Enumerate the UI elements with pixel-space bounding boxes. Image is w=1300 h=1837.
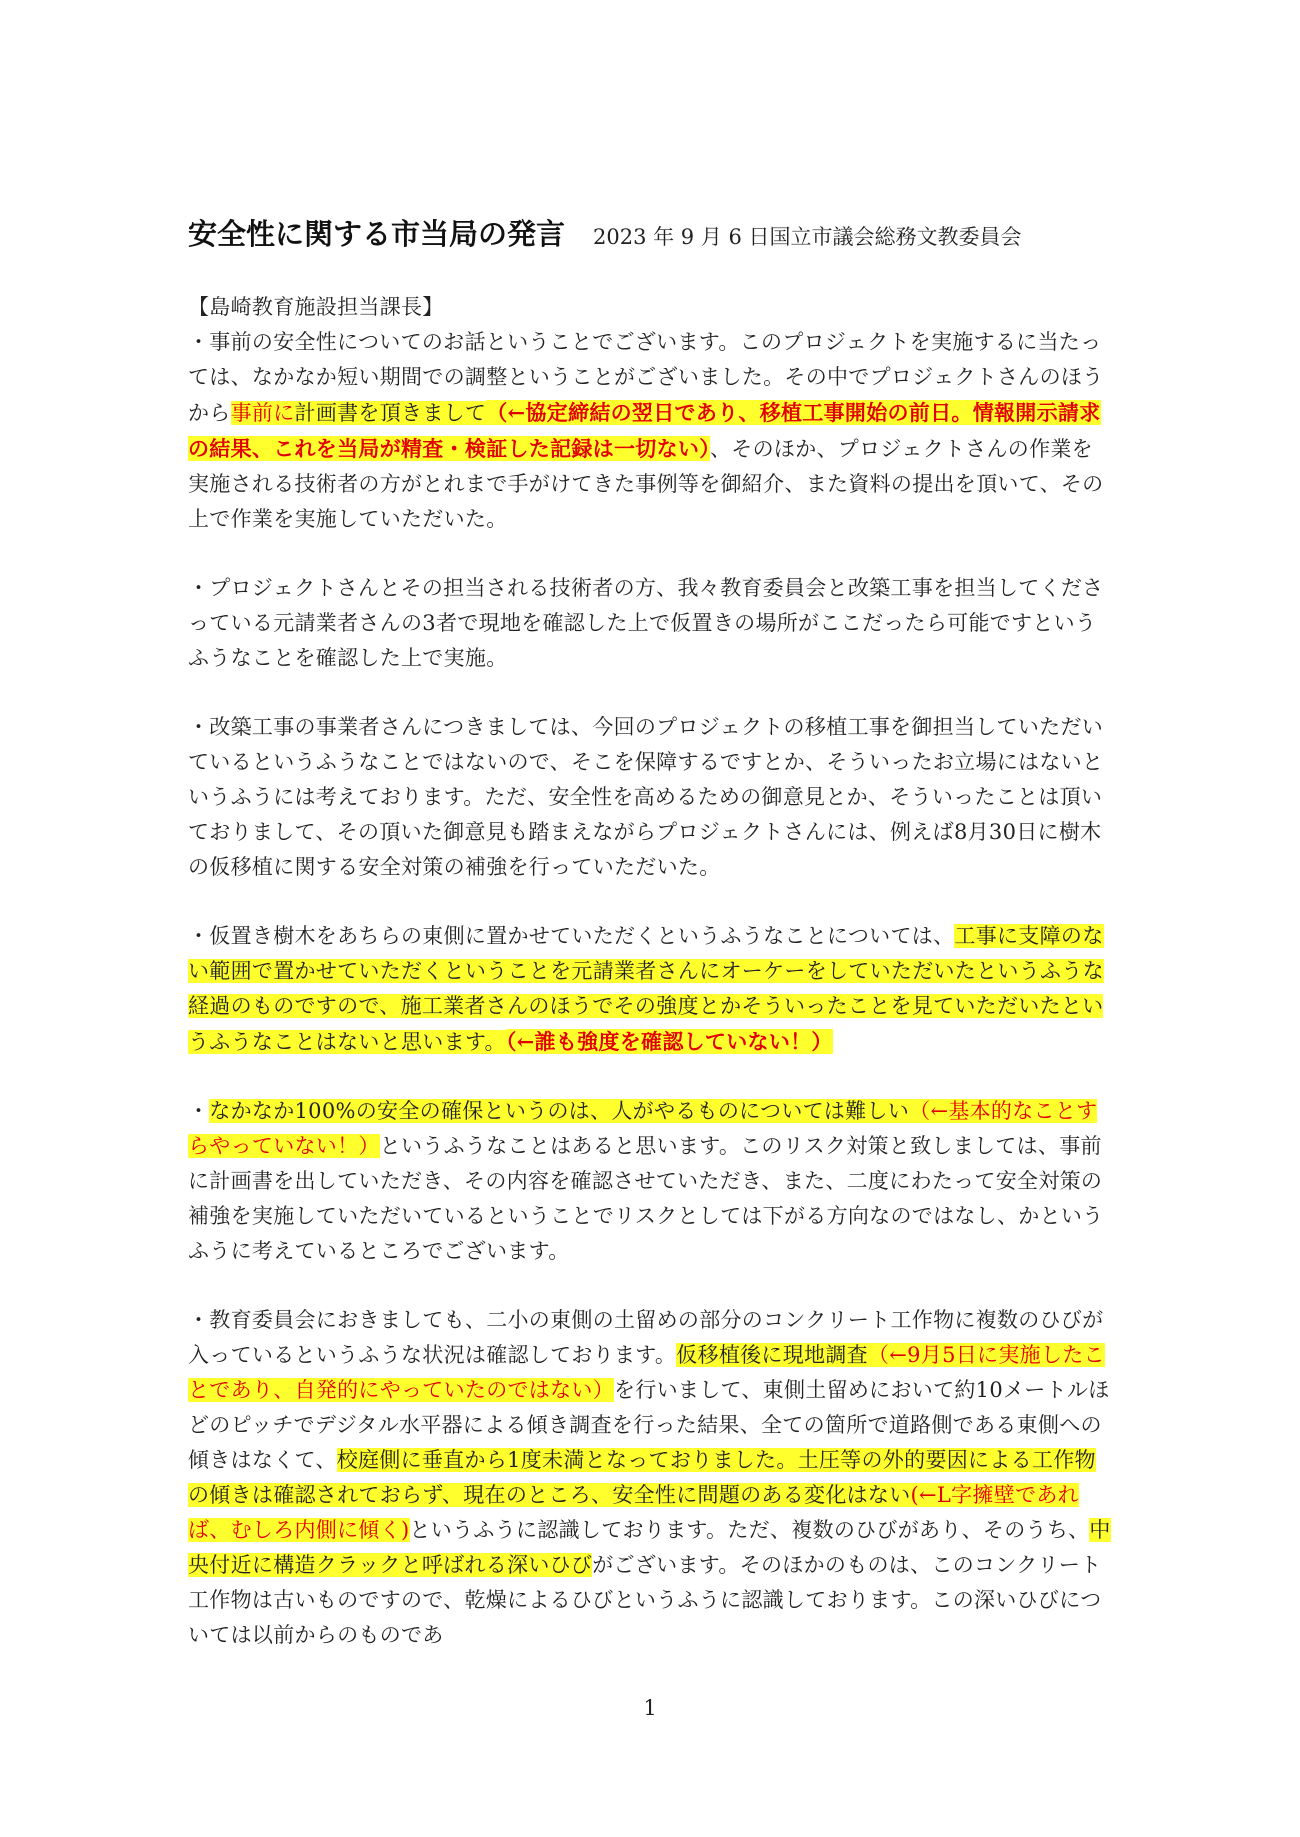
- paragraph-1: [188, 325, 1113, 537]
- highlighted-text: なかなか100%の安全の確保というのは、人がやるものについては難しい: [209, 1099, 910, 1123]
- highlighted-text: 工事に支障のない範囲で置かせていただくということを元請業者さんにオーケーをしていただいたというふうな経過のものですので、施工業者さんのほうでその強度とかそういったことを見ていただいたというふうなことはないと思います。: [188, 924, 1104, 1054]
- text-span: 、そのほか、プロジェクトさんの作業を実施される技術者の方がとれまで手がけてきた事例等を御紹介、また資料の提出を頂いて、その上で作業を実施していただいた。: [188, 437, 1104, 531]
- meeting-subtitle: 2023 年 9 月 6 日国立市議会総務文教委員会: [593, 225, 1022, 249]
- document-header: [188, 212, 1148, 253]
- highlighted-text: 校庭側に垂直から1度未満となっておりました。土圧等の外的要因による工作物の傾きは確認されておらず、現在のところ、安全性に問題のある変化はない: [188, 1448, 1096, 1507]
- text-span: ・仮置き樹木をあちらの東側に置かせていただくというふうなことについては、: [188, 924, 955, 948]
- highlighted-text: 仮移植後に現地調査: [676, 1343, 868, 1367]
- text-span: ・教育委員会におきましても、二小の東側の土留めの部分のコンクリート工作物に複数のひびが入っているというふうな状況は確認しております。: [188, 1308, 1104, 1367]
- text-span: というふうに認識しております。ただ、複数のひびがあり、そのうち、: [409, 1518, 1090, 1542]
- text-span: というふうなことはあると思います。このリスク対策と致しましては、事前に計画書を出していただき、その内容を確認させていただき、また、二度にわたって安全対策の補強を実施していただいているということでリスクとしては下がる方向なのではなし、かというふうに考えているところでございます。: [188, 1134, 1104, 1263]
- annotation-comment: （←9月5日に実施したことであり、自発的にやっていたのではない）: [188, 1343, 1105, 1402]
- page-title: 安全性に関する市当局の発言: [188, 217, 566, 251]
- highlighted-text: 中央付近に構造クラックと呼ばれる深いひび: [188, 1518, 1111, 1577]
- page-number: 1: [643, 1696, 657, 1720]
- annotation-comment: （←協定締結の翌日であり、移植工事開始の前日。情報開示請求の結果、これを当局が精査・検証した記録は一切ない）: [188, 400, 1101, 461]
- text-span: ・: [188, 1099, 210, 1123]
- paragraph-5: [188, 1094, 1113, 1269]
- highlighted-text: 事前に: [230, 401, 295, 425]
- text-span: を行いまして、東側土留めにおいて約10メートルほどのピッチでデジタル水平器による傾き調査を行った結果、全ての箇所で道路側である東側への傾きはなくて、: [188, 1378, 1110, 1472]
- annotation-comment: (←L字擁壁であれば、むしろ内側に傾く): [188, 1483, 1079, 1542]
- paragraph-4: [188, 919, 1113, 1060]
- document-body: [188, 290, 1113, 1687]
- text-span: ・事前の安全性についてのお話ということでございます。このプロジェクトを実施するに当たっては、なかなか短い期間での調整ということがございました。その中でプロジェクトさんのほうから: [188, 330, 1104, 425]
- paragraph-3: ・改築工事の事業者さんにつきましては、今回のプロジェクトの移植工事を御担当していただいているというふうなことではないので、そこを保障するですとか、そういったお立場にはないというふうには考えております。ただ、安全性を高めるための御意見とか、そういったことは頂いておりまして、その頂いた御意見も踏まえながらプロジェクトさんには、例えば8月30日に樹木の仮移植に関する安全対策の補強を行っていただいた。: [188, 715, 1104, 879]
- text-span: がございます。そのほかのものは、このコンクリート工作物は古いものですので、乾燥によるひびというふうに認識しております。この深いひびについては以前からのものであ: [188, 1553, 1102, 1647]
- highlighted-text: 計画書を頂きまして: [294, 401, 487, 425]
- paragraph-6: [188, 1303, 1113, 1653]
- annotation-comment: （←誰も強度を確認していない！）: [505, 1029, 833, 1054]
- speaker-label: 【島崎教育施設担当課長】: [188, 295, 444, 319]
- annotation-comment: （←基本的なことすらやっていない！）: [188, 1099, 1098, 1158]
- paragraph-2: ・プロジェクトさんとその担当される技術者の方、我々教育委員会と改築工事を担当してくださっている元請業者さんの3者で現地を確認した上で仮置きの場所がここだったら可能ですというふうなことを確認した上で実施。: [188, 576, 1104, 670]
